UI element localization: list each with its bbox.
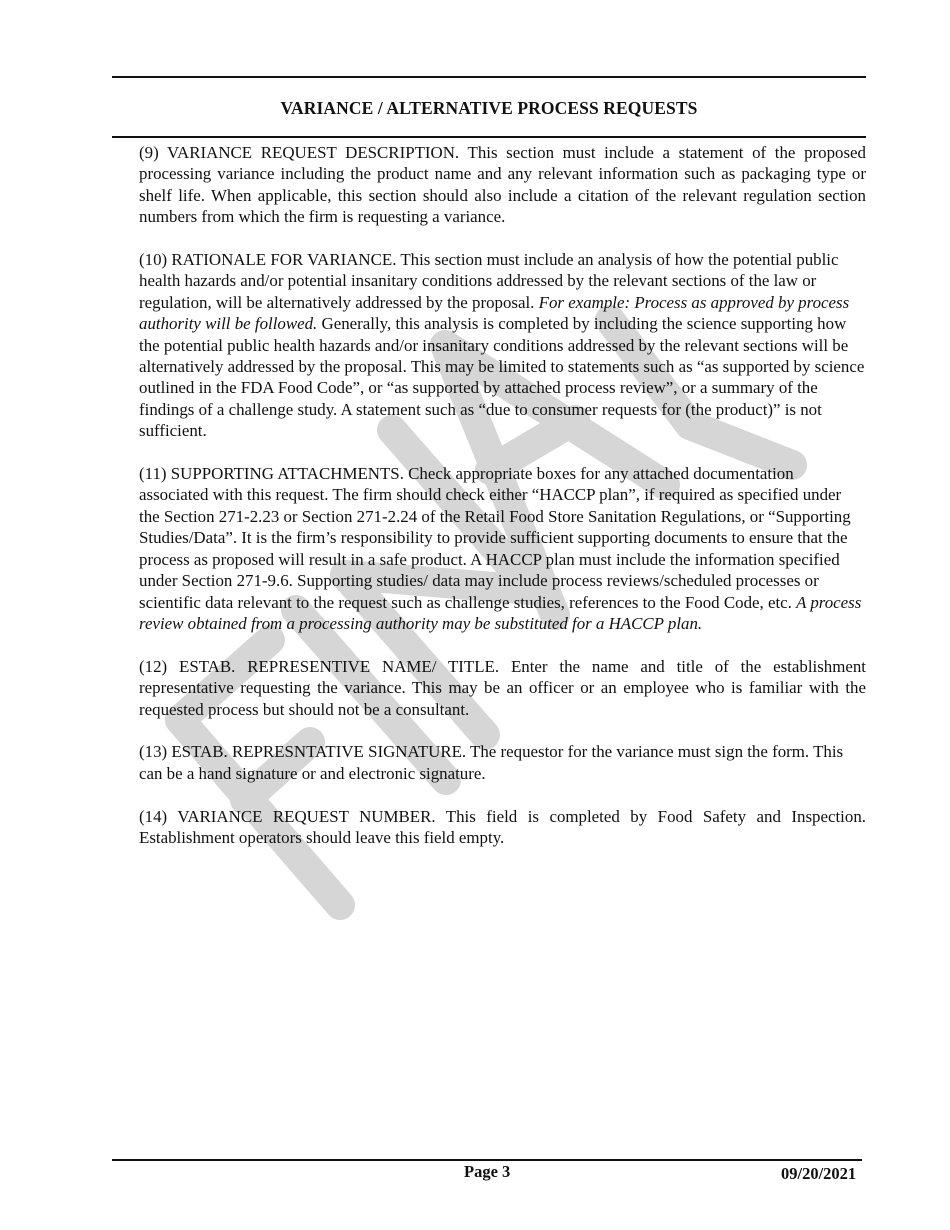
section-11-italic-note: A process review obtained from a processing authority may be substituted for a HACCP plan. (139, 592, 862, 633)
section-9-variance-request-description: (9) VARIANCE REQUEST DESCRIPTION. This section must include a statement of the proposed processing variance including the product name and any relevant information such as packaging type or shelf life. When applicable, this section should also include a citation of the relevant regulation section numbers from which the firm is requesting a variance. (139, 143, 866, 227)
instructions-body (139, 142, 866, 870)
section-10-text-before: (10) RATIONALE FOR VARIANCE. This section must include an analysis of how the potential public health hazards and/or potential insanitary conditions addressed by the relevant sections of the law or regulation, will be alternatively addressed by the proposal. (139, 250, 839, 312)
section-10-example-italic: For example: Process as approved by process authority will be followed. (139, 292, 850, 334)
section-11-text: (11) SUPPORTING ATTACHMENTS. Check appropriate boxes for any attached documentation associated with this request. The firm should check either “HACCP plan”, if required as specified under the Section 271-2.23 or Section 271-2.24 of the Retail Food Store Sanitation Regulations, or “Supporting Studies/Data”. It is the firm’s responsibility to provide sufficient supporting documents to ensure that the process as proposed will result in a safe product. A HACCP plan must include the information specified under Section 271-9.6. Supporting studies/ data may include process reviews/scheduled processes or scientific data relevant to the request such as challenge studies, references to the Food Code, etc. (139, 464, 851, 612)
section-14-variance-request-number: (14) VARIANCE REQUEST NUMBER. This field is completed by Food Safety and Inspection. Establishment operators should leave this field empty. (139, 806, 866, 847)
footer-rule (112, 1159, 862, 1161)
section-10-text-after: Generally, this analysis is completed by including the science supporting how the potential public health hazards and/or insanitary conditions addressed by the relevant sections will be alternatively addressed by the proposal. This may be limited to statements such as “as supported by science outlined in the FDA Food Code”, or “as supported by attached process review”, or a summary of the findings of a challenge study. A statement such as “due to consumer requests for (the product)” is not sufficient. (139, 314, 865, 441)
section-13-representative-signature: (13) ESTAB. REPRESNTATIVE SIGNATURE. The requestor for the variance must sign the form. This can be a hand signature or and electronic signature. (139, 742, 844, 783)
section-11-supporting-attachments (139, 463, 866, 634)
page-number: Page 3 (464, 1162, 511, 1181)
section-10-rationale-for-variance (139, 249, 866, 442)
page-title: VARIANCE / ALTERNATIVE PROCESS REQUESTS (280, 98, 698, 118)
section-12-representative-name-title: (12) ESTAB. REPRESENTIVE NAME/ TITLE. Enter the name and title of the establishment representative requesting the variance. This may be an officer or an employee who is familiar with the requested process but should not be a consultant. (139, 656, 866, 719)
header-rule-top (112, 76, 866, 78)
footer-date: 09/20/2021 (781, 1164, 857, 1183)
header-rule-bottom (112, 136, 866, 138)
